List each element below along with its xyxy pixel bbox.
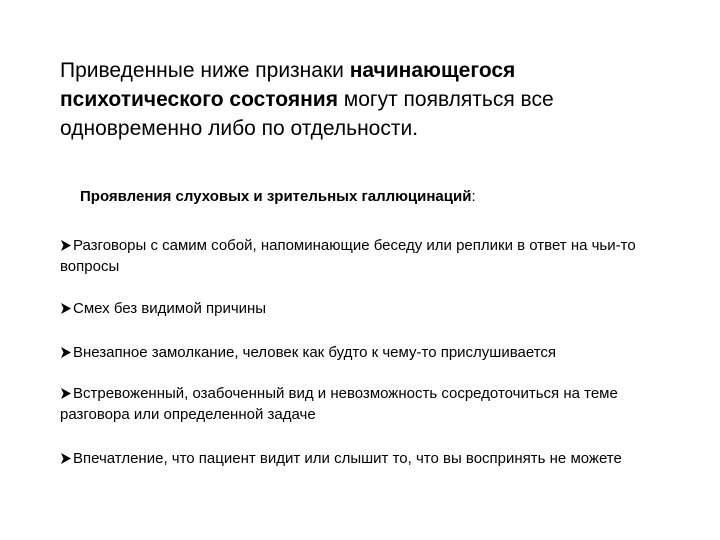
list-item [60, 448, 690, 469]
list-item [60, 383, 690, 425]
arrowhead-bullet-icon [60, 388, 71, 399]
intro-text-bold: начинающегося психотического состояния [60, 59, 516, 111]
list-item [60, 342, 690, 363]
intro-text-end: могут появляться все одновременно либо по отдельности. [60, 88, 554, 140]
intro-paragraph [60, 56, 680, 143]
list-item-text: Разговоры с самим собой, напоминающие беседу или реплики в ответ на чьи-то вопросы [60, 237, 636, 275]
section-title [80, 187, 476, 207]
section-title-bold: Проявления слуховых и зрительных галлюцинаций [80, 188, 472, 205]
list-item [60, 235, 690, 277]
list-item-text: Встревоженный, озабоченный вид и невозможность сосредоточиться на теме разговора или определенной задаче [60, 385, 618, 423]
list-item-text: Внезапное замолкание, человек как будто к чему-то прислушивается [73, 344, 557, 361]
arrowhead-bullet-icon [60, 240, 71, 251]
section-title-colon: : [471, 188, 476, 205]
arrowhead-bullet-icon [60, 303, 71, 314]
intro-text-start: Приведенные ниже признаки [60, 59, 350, 82]
list-item-text: Впечатление, что пациент видит или слышит то, что вы воспринять не можете [73, 450, 622, 467]
arrowhead-bullet-icon [60, 347, 71, 358]
arrowhead-bullet-icon [60, 453, 71, 464]
list-item-text: Смех без видимой причины [73, 300, 267, 317]
list-item [60, 298, 690, 319]
